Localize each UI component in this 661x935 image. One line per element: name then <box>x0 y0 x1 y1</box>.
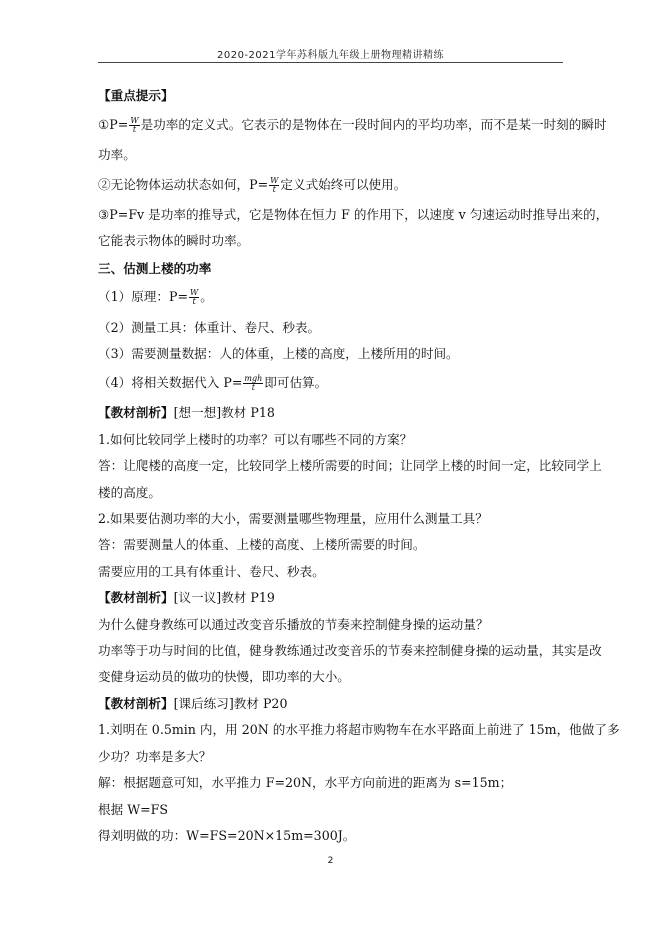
page-number: 2 <box>327 856 334 866</box>
fraction-mgh-over-t: $\frac{\text{mgh}}{t}$ <box>244 374 263 392</box>
section-3-heading: 三、估测上楼的功率 <box>98 261 212 276</box>
analysis-ref: [课后练习]教材 P20 <box>173 696 288 711</box>
point-3-line-2: 它能表示物体的瞬时功率。 <box>98 233 250 248</box>
fraction-w-over-t: $\frac{W}{t}$ <box>190 288 199 306</box>
question-3: 为什么健身教练可以通过改变音乐播放的节奏来控制健身操的运动量？ <box>98 617 489 632</box>
point-1-text-a: ①P= <box>98 117 129 132</box>
analysis-ref: [想一想]教材 P18 <box>173 405 275 420</box>
answer-3-line-1: 功率等于功与时间的比值，健身教练通过改变音乐的节奏来控制健身操的运动量，其实是改 <box>98 643 602 658</box>
step-4-line <box>98 375 327 392</box>
analysis-label: 【教材剖析】 <box>98 405 174 420</box>
fraction-w-over-t: $\frac{W}{t}$ <box>270 176 279 194</box>
page-header: 2020-2021学年苏科版九年级上册物理精讲精练 <box>216 50 444 61</box>
point-2-line <box>98 177 406 194</box>
analysis-ref: [议一议]教材 P19 <box>173 590 275 605</box>
step-1-text-a: （1）原理：P= <box>98 289 189 304</box>
solution-line-1: 解：根据题意可知，水平推力 F=20N，水平方向前进的距离为 s=15m； <box>98 775 513 790</box>
analysis-label: 【教材剖析】 <box>98 696 174 711</box>
answer-2-line-2: 需要应用的工具有体重计、卷尺、秒表。 <box>98 564 325 579</box>
answer-2-line-1: 答：需要测量人的体重、上楼的高度、上楼所需要的时间。 <box>98 537 426 552</box>
textbook-analysis-2 <box>98 590 275 606</box>
point-1-line-2: 功率。 <box>98 147 136 162</box>
step-4-text-a: （4）将相关数据代入 P= <box>98 375 243 390</box>
solution-line-3: 得刘明做的功：W=FS=20N×15m=300J。 <box>98 828 356 843</box>
textbook-analysis-1 <box>98 405 275 421</box>
solution-line-2: 根据 W=FS <box>98 802 169 817</box>
step-2-line: （2）测量工具：体重计、卷尺、秒表。 <box>98 320 321 335</box>
point-2-text-b: 定义式始终可以使用。 <box>280 177 407 192</box>
tip-heading: 【重点提示】 <box>98 88 174 103</box>
step-3-line: （3）需要测量数据：人的体重，上楼的高度，上楼所用的时间。 <box>98 346 459 361</box>
point-1-text-b: 是功率的定义式。它表示的是物体在一段时间内的平均功率，而不是某一时刻的瞬时 <box>140 117 607 132</box>
question-1: 1.如何比较同学上楼时的功率？可以有哪些不同的方案？ <box>98 432 413 447</box>
point-3-line-1: ③P=Fv 是功率的推导式，它是物体在恒力 F 的作用下，以速度 v 匀速运动时推导出来的， <box>98 207 609 222</box>
step-1-text-b: 。 <box>200 289 213 304</box>
header-divider <box>98 62 563 63</box>
point-1-line-1 <box>98 117 607 134</box>
analysis-label: 【教材剖析】 <box>98 590 174 605</box>
step-4-text-b: 即可估算。 <box>264 375 328 390</box>
answer-1-line-1: 答：让爬楼的高度一定，比较同学上楼所需要的时间；让同学上楼的时间一定，比较同学上 <box>98 458 602 473</box>
point-2-text-a: ②无论物体运动状态如何，P= <box>98 177 269 192</box>
answer-3-line-2: 变健身运动员的做功的快慢，即功率的大小。 <box>98 669 350 684</box>
textbook-analysis-3 <box>98 696 287 712</box>
question-4-line-2: 少功？功率是多大？ <box>98 749 212 764</box>
step-1-line <box>98 289 213 306</box>
question-2: 2.如果要估测功率的大小，需要测量哪些物理量，应用什么测量工具？ <box>98 511 488 526</box>
fraction-w-over-t: $\frac{W}{t}$ <box>130 116 139 134</box>
question-4-line-1: 1.刘明在 0.5min 内，用 20N 的水平推力将超市购物车在水平路面上前进了 15m，他做了多 <box>98 722 620 737</box>
answer-1-line-2: 楼的高度。 <box>98 485 161 500</box>
